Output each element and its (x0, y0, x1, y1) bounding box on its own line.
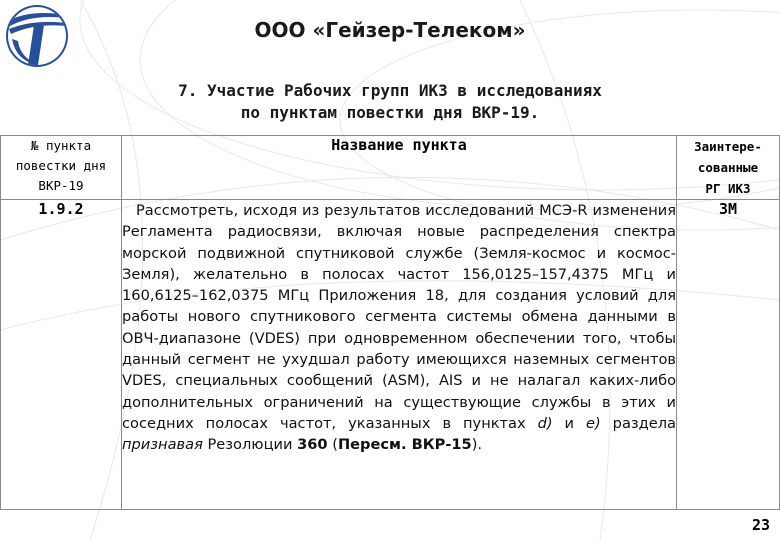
reference-d: d) (537, 414, 553, 432)
interested-groups: ЗМ (677, 200, 780, 510)
table-row (1, 200, 780, 510)
section-word: раздела (600, 414, 676, 432)
column-header-item-number (1, 136, 122, 200)
table-header-row (1, 136, 780, 200)
header-text-line: № пункта (30, 138, 92, 153)
column-header-interested-groups (677, 136, 780, 200)
page-number: 23 (751, 516, 770, 534)
recognizing-word: признавая (122, 436, 203, 454)
agenda-items-table (0, 135, 780, 510)
description-body: Рассмотреть, исходя из результатов исследований МСЭ-R изменения Регламента радиосвязи, включая новые распределения спектра морской подвижной спутниковой службе (Земля-космос и космос-Земля), желательно в полосах частот 156,0125–157,4375 МГц и 160,6125–162,0375 МГц Приложения 18, для создания условий для работы нового спутникового сегмента системы обмена данными в ОВЧ-диапазоне (VDES) при одновременном обеспечении того, чтобы данный сегмент не ухудшал работу имеющихся наземных сегментов VDES, специальных сообщений (ASM), AIS и не налагал каких-либо дополнительных ограничений на существующие службы в этих и соседних полосах частот, указанных в пунктах (122, 202, 676, 432)
conjunction: и (552, 414, 587, 432)
slide-title (0, 80, 780, 124)
company-name: ООО «Гейзер-Телеком» (254, 18, 526, 42)
header-text-line: Заинтере- (694, 139, 762, 154)
paren-open: ( (327, 436, 338, 454)
agenda-item-number: 1.9.2 (1, 200, 122, 510)
description-text (122, 200, 676, 456)
header-text-line: повестки дня (15, 158, 107, 173)
resolution-word: Резолюции (202, 436, 298, 454)
paren-close: ). (471, 436, 483, 454)
header-text-line: сованные (697, 160, 759, 175)
slide-title-line-1: 7. Участие Рабочих групп ИКЗ в исследованиях (178, 81, 602, 100)
resolution-revision: Пересм. ВКР-15 (337, 436, 472, 454)
header-text-line: ВКР-19 (38, 178, 84, 193)
reference-e: e) (586, 414, 601, 432)
resolution-number: 360 (297, 436, 328, 454)
agenda-item-description (122, 200, 677, 510)
slide-title-line-2: по пунктам повестки дня ВКР-19. (240, 103, 540, 122)
column-header-item-name: Название пункта (122, 136, 677, 200)
header-text-line: РГ ИКЗ (705, 181, 751, 196)
